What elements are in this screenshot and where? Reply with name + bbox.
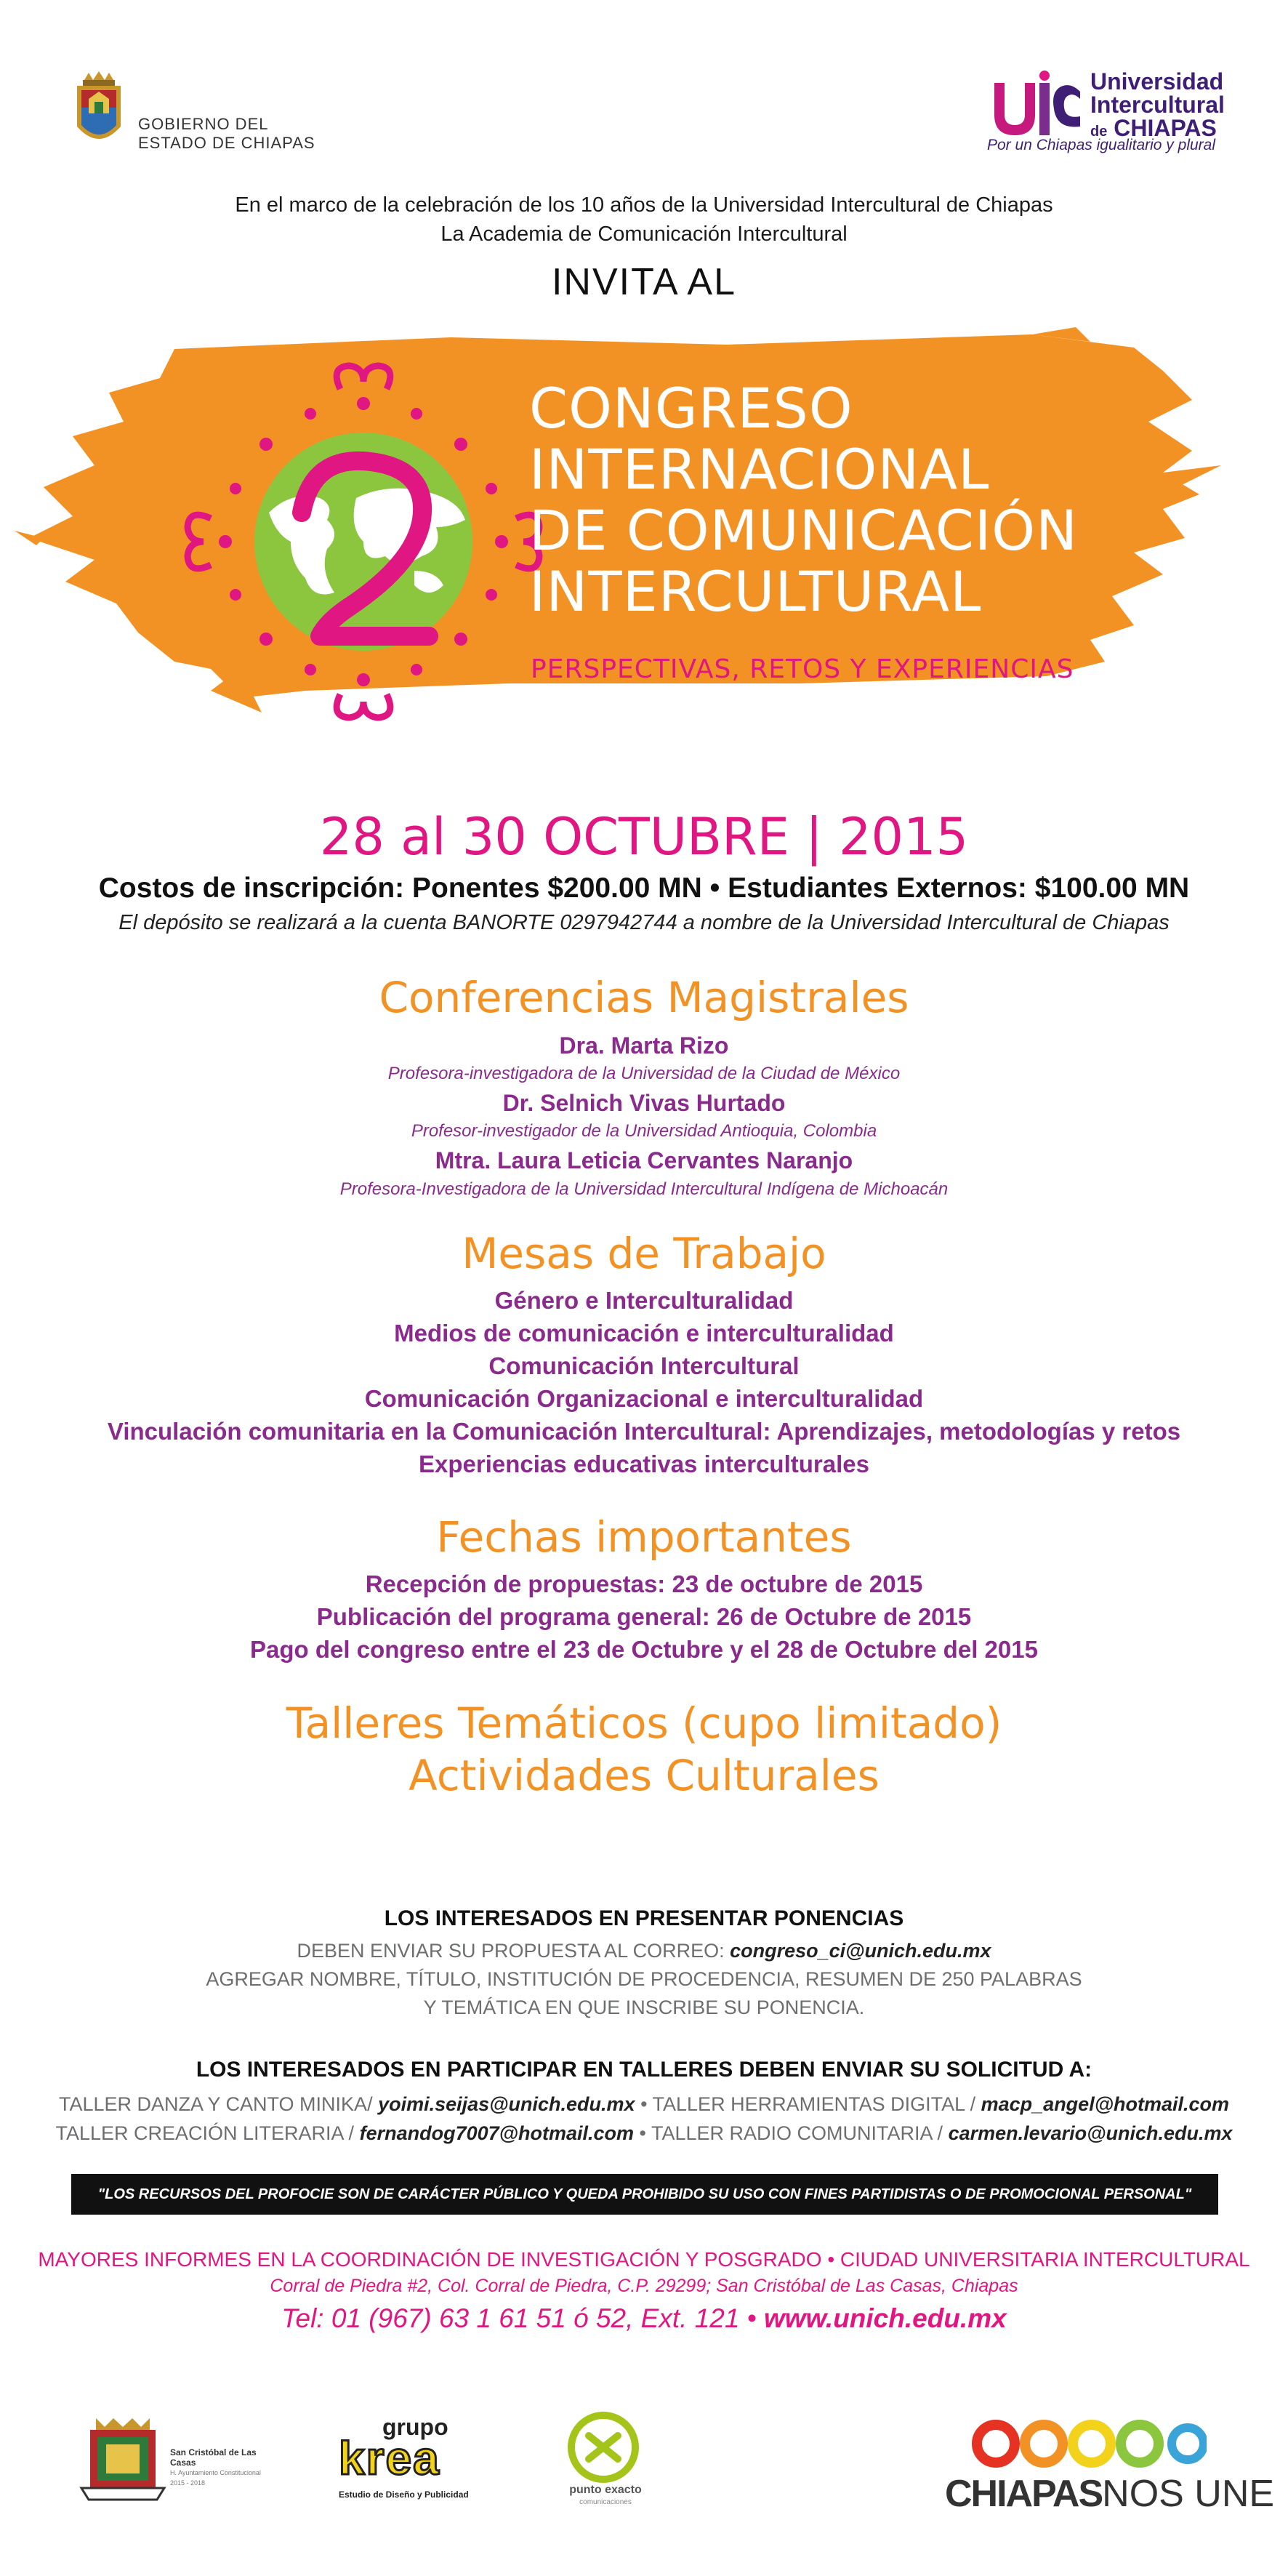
- mesa-item: Comunicación Organizacional e interculturalidad: [364, 1385, 924, 1412]
- taller-creacion-label: TALLER CREACIÓN LITERARIA /: [55, 2122, 355, 2144]
- speaker-role: Profesor-investigador de la Universidad Antioquia, Colombia: [411, 1121, 877, 1141]
- taller-danza-email[interactable]: yoimi.seijas@unich.edu.mx: [378, 2093, 635, 2115]
- taller-herramientas-email[interactable]: macp_angel@hotmail.com: [981, 2093, 1230, 2115]
- speaker-name: Dr. Selnich Vivas Hurtado: [502, 1090, 786, 1116]
- sancristobal-line-2: H. Ayuntamiento Constitucional: [170, 2469, 261, 2476]
- banner-title-3: DE COMUNICACIÓN: [529, 498, 1078, 563]
- unich-slogan: Por un Chiapas igualitario y plural: [987, 137, 1216, 153]
- congreso-banner: [0, 320, 1288, 763]
- invita-heading: INVITA AL: [551, 261, 737, 303]
- punto-exacto-icon: [567, 2411, 640, 2484]
- mesa-item: Vinculación comunitaria en la Comunicación Intercultural: Aprendizajes, metodologías y retos: [107, 1418, 1181, 1445]
- ponencias-line-2: AGREGAR NOMBRE, TÍTULO, INSTITUCIÓN DE PROCEDENCIA, RESUMEN DE 250 PALABRAS: [206, 1968, 1082, 1990]
- grupo-krea-logo: [339, 2414, 470, 2508]
- profocie-disclaimer: "LOS RECURSOS DEL PROFOCIE SON DE CARÁCTER PÚBLICO Y QUEDA PROHIBIDO SU USO CON FINES PARTIDISTAS O DE PROMOCIONAL PERSONAL": [71, 2174, 1218, 2215]
- intro-line-2: La Academia de Comunicación Intercultural: [440, 222, 848, 246]
- sancristobal-line-3: 2015 - 2018: [170, 2479, 206, 2487]
- krea-sub: Estudio de Diseño y Publicidad: [339, 2489, 469, 2500]
- banner-subtitle: PERSPECTIVAS, RETOS Y EXPERIENCIAS: [531, 654, 1074, 684]
- gobierno-line-1: GOBIERNO DEL: [138, 115, 269, 133]
- chiapas-rings-icon: [967, 2418, 1207, 2469]
- unich-monogram-icon: [990, 70, 1084, 143]
- krea-main: krea: [339, 2432, 440, 2484]
- sancristobal-line-1: San Cristóbal de Las Casas: [170, 2447, 257, 2468]
- gobierno-chiapas-logo: [71, 70, 347, 157]
- intro-line-1: En el marco de la celebración de los 10 años de la Universidad Intercultural de Chiapas: [235, 193, 1053, 217]
- event-deposit: El depósito se realizará a la cuenta BANORTE 0297942744 a nombre de la Universidad Intercultural de Chiapas: [118, 911, 1170, 934]
- gobierno-line-2: ESTADO DE CHIAPAS: [138, 134, 315, 152]
- mesas-heading: Mesas de Trabajo: [462, 1229, 826, 1278]
- punto-exacto-sub: comunicaciones: [579, 2498, 632, 2506]
- speaker-name: Dra. Marta Rizo: [559, 1032, 729, 1059]
- event-costs: Costos de inscripción: Ponentes $200.00 MN • Estudiantes Externos: $100.00 MN: [98, 872, 1190, 904]
- sancristobal-logo: [76, 2414, 265, 2508]
- taller-radio-label: • TALLER RADIO COMUNITARIA /: [639, 2122, 943, 2144]
- punto-exacto-logo: [551, 2411, 660, 2513]
- congress-emblem: [182, 360, 545, 723]
- telephone: Tel: 01 (967) 63 1 61 51 ó 52, Ext. 121 •: [281, 2303, 757, 2333]
- taller-radio-email[interactable]: carmen.levario@unich.edu.mx: [948, 2122, 1233, 2144]
- ponencias-line-1: DEBEN ENVIAR SU PROPUESTA AL CORREO:: [297, 1940, 725, 1962]
- actividades-heading: Actividades Culturales: [408, 1751, 880, 1800]
- chiapas-light: NOS UNE: [1102, 2473, 1275, 2515]
- fecha-item: Pago del congreso entre el 23 de Octubre y el 28 de Octubre del 2015: [250, 1636, 1038, 1663]
- talleres-solicitud-heading: LOS INTERESADOS EN PARTICIPAR EN TALLERES DEBEN ENVIAR SU SOLICITUD A:: [196, 2058, 1092, 2082]
- mesa-item: Género e Interculturalidad: [494, 1287, 794, 1314]
- mesa-item: Medios de comunicación e interculturalidad: [394, 1320, 894, 1347]
- talleres-heading: Talleres Temáticos (cupo limitado): [286, 1698, 1002, 1748]
- fecha-item: Recepción de propuestas: 23 de octubre de 2015: [365, 1570, 923, 1597]
- unich-line-3: CHIAPAS: [1114, 115, 1217, 141]
- unich-line-2: Intercultural: [1090, 92, 1225, 118]
- speaker-name: Mtra. Laura Leticia Cervantes Naranjo: [435, 1147, 853, 1173]
- ponencias-line-3: Y TEMÁTICA EN QUE INSCRIBE SU PONENCIA.: [423, 1997, 865, 2018]
- chiapas-bold: CHIAPAS: [945, 2473, 1103, 2515]
- informes-line: MAYORES INFORMES EN LA COORDINACIÓN DE INVESTIGACIÓN Y POSGRADO • CIUDAD UNIVERSITARIA INTERCULTURAL: [38, 2248, 1250, 2271]
- taller-danza-label: TALLER DANZA Y CANTO MINIKA/: [58, 2093, 373, 2115]
- fechas-heading: Fechas importantes: [436, 1512, 852, 1562]
- banner-title-1: CONGRESO: [529, 376, 853, 441]
- chiapas-nos-une-logo: [945, 2418, 1275, 2515]
- speaker-role: Profesora-investigadora de la Universidad de la Ciudad de México: [387, 1064, 901, 1083]
- ponencias-email[interactable]: congreso_ci@unich.edu.mx: [730, 1940, 991, 1962]
- banner-title-2: INTERNACIONAL: [529, 437, 990, 502]
- speaker-role: Profesora-Investigadora de la Universidad Intercultural Indígena de Michoacán: [339, 1179, 949, 1199]
- krea-top: grupo: [382, 2414, 448, 2440]
- punto-exacto-main: punto exacto: [569, 2484, 642, 2496]
- taller-creacion-email[interactable]: fernandog7007@hotmail.com: [359, 2122, 634, 2144]
- unich-de: de: [1090, 124, 1108, 140]
- conferencias-heading: Conferencias Magistrales: [379, 973, 909, 1022]
- website-link[interactable]: www.unich.edu.mx: [763, 2303, 1007, 2333]
- chiapas-coat-of-arms-icon: [71, 70, 126, 156]
- banner-title-4: INTERCULTURAL: [529, 559, 982, 624]
- event-dates: 28 al 30 OCTUBRE | 2015: [319, 807, 969, 867]
- address-line: Corral de Piedra #2, Col. Corral de Piedra, C.P. 29299; San Cristóbal de Las Casas, Chiapas: [270, 2276, 1018, 2296]
- banner-number: 2: [363, 360, 364, 361]
- mesa-item: Comunicación Intercultural: [488, 1352, 800, 1379]
- unich-logo: [987, 68, 1230, 157]
- sancristobal-crest-icon: [76, 2414, 170, 2505]
- unich-line-1: Universidad: [1090, 68, 1224, 95]
- fecha-item: Publicación del programa general: 26 de Octubre de 2015: [316, 1603, 972, 1630]
- ponencias-heading: LOS INTERESADOS EN PRESENTAR PONENCIAS: [384, 1906, 904, 1930]
- mesa-item: Experiencias educativas interculturales: [419, 1450, 869, 1477]
- taller-herramientas-label: • TALLER HERRAMIENTAS DIGITAL /: [640, 2093, 976, 2115]
